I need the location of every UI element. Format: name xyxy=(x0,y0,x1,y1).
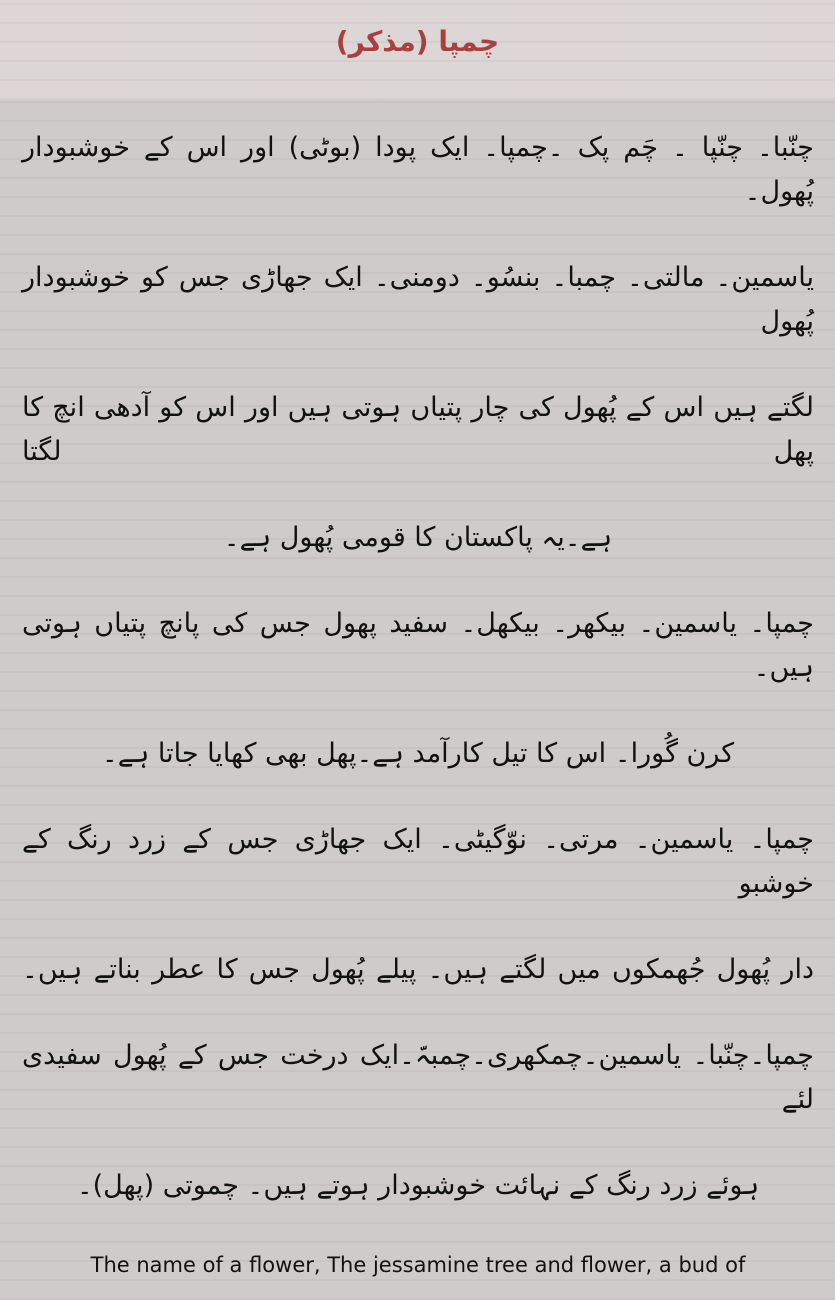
definition-line: ہے۔یہ پاکستان کا قومی پُھول ہے۔ xyxy=(223,522,613,553)
definition-line: چمپا۔ یاسمین۔ بیکھر۔ بیکھل۔ سفید پھول جس کی پانچ پتیاں ہوتی ہیں۔ xyxy=(22,608,814,683)
definition-line: چنّبا۔ چنّپا ۔ چَم پک ۔چمپا۔ ایک پودا (بوٹی) اور اس کے خوشبودار پُھول۔ xyxy=(22,132,814,207)
definition-line: ہوئے زرد رنگ کے نہائت خوشبودار ہوتے ہیں۔ چموتی (پھل)۔ xyxy=(76,1170,760,1201)
definition-line: دار پُھول جُھمکوں میں لگتے ہیں۔ پیلے پُھول جس کا عطر بناتے ہیں۔ xyxy=(22,954,814,985)
definition-line: لگتے ہیں اس کے پُھول کی چار پتیاں ہوتی ہیں اور اس کو آدھی انچ کا پھل لگتا xyxy=(22,392,814,467)
definition-body xyxy=(0,100,835,1300)
definition-line: کرن گُورا۔ اس کا تیل کارآمد ہے۔پھل بھی کھایا جاتا ہے۔ xyxy=(101,738,735,769)
definition-line: یاسمین۔ مالتی۔ چمبا۔ بنسُو۔ دومنی۔ ایک جھاڑی جس کو خوشبودار پُھول xyxy=(22,262,814,337)
definition-line: چمپا۔چنّبا۔ یاسمین۔چمکھری۔چمبہّ۔ایک درخت جس کے پُھول سفیدی لئے xyxy=(22,1040,814,1115)
definition-line: چمپا۔ یاسمین۔ مرتی۔ نوّگیٹی۔ ایک جھاڑی جس کے زرد رنگ کے خوشبو xyxy=(22,824,814,899)
entry-title: چمپا (مذکر) xyxy=(335,25,500,58)
english-definition: The name of a flower, The jessamine tree and flower, a bud of xyxy=(90,1253,746,1277)
title-band xyxy=(0,0,835,100)
